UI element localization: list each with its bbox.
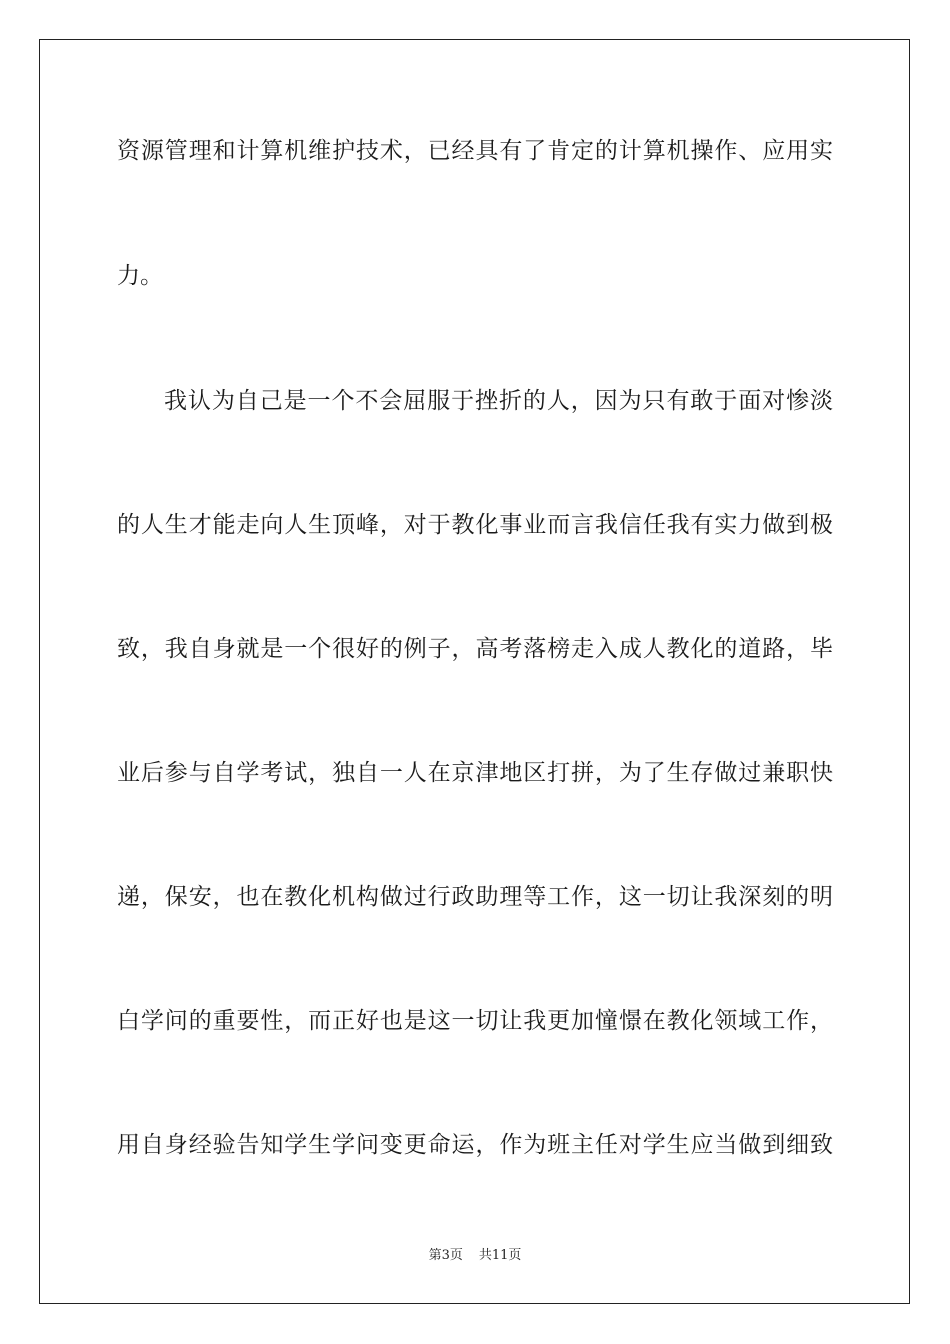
body-line-9: 用自身经验告知学生学问变更命运，作为班主任对学生应当做到细致	[117, 1132, 833, 1158]
body-line-4: 的人生才能走向人生顶峰，对于教化事业而言我信任我有实力做到极	[117, 512, 833, 538]
page-total: 共11页	[478, 1248, 522, 1263]
body-line-5: 致，我自身就是一个很好的例子，高考落榜走入成人教化的道路，毕	[117, 636, 833, 662]
page-border	[39, 39, 910, 1304]
body-line-3: 我认为自己是一个不会屈服于挫折的人，因为只有敢于面对惨淡	[164, 388, 833, 414]
page-number: 第3页	[428, 1248, 463, 1263]
body-line-7: 递，保安，也在教化机构做过行政助理等工作，这一切让我深刻的明	[117, 884, 833, 910]
page-footer	[0, 1248, 950, 1264]
body-line-2: 力。	[117, 263, 163, 289]
body-line-8: 白学问的重要性，而正好也是这一切让我更加憧憬在教化领域工作，	[117, 1008, 833, 1034]
body-line-6: 业后参与自学考试，独自一人在京津地区打拼，为了生存做过兼职快	[117, 760, 833, 786]
body-line-1: 资源管理和计算机维护技术，已经具有了肯定的计算机操作、应用实	[117, 138, 833, 164]
